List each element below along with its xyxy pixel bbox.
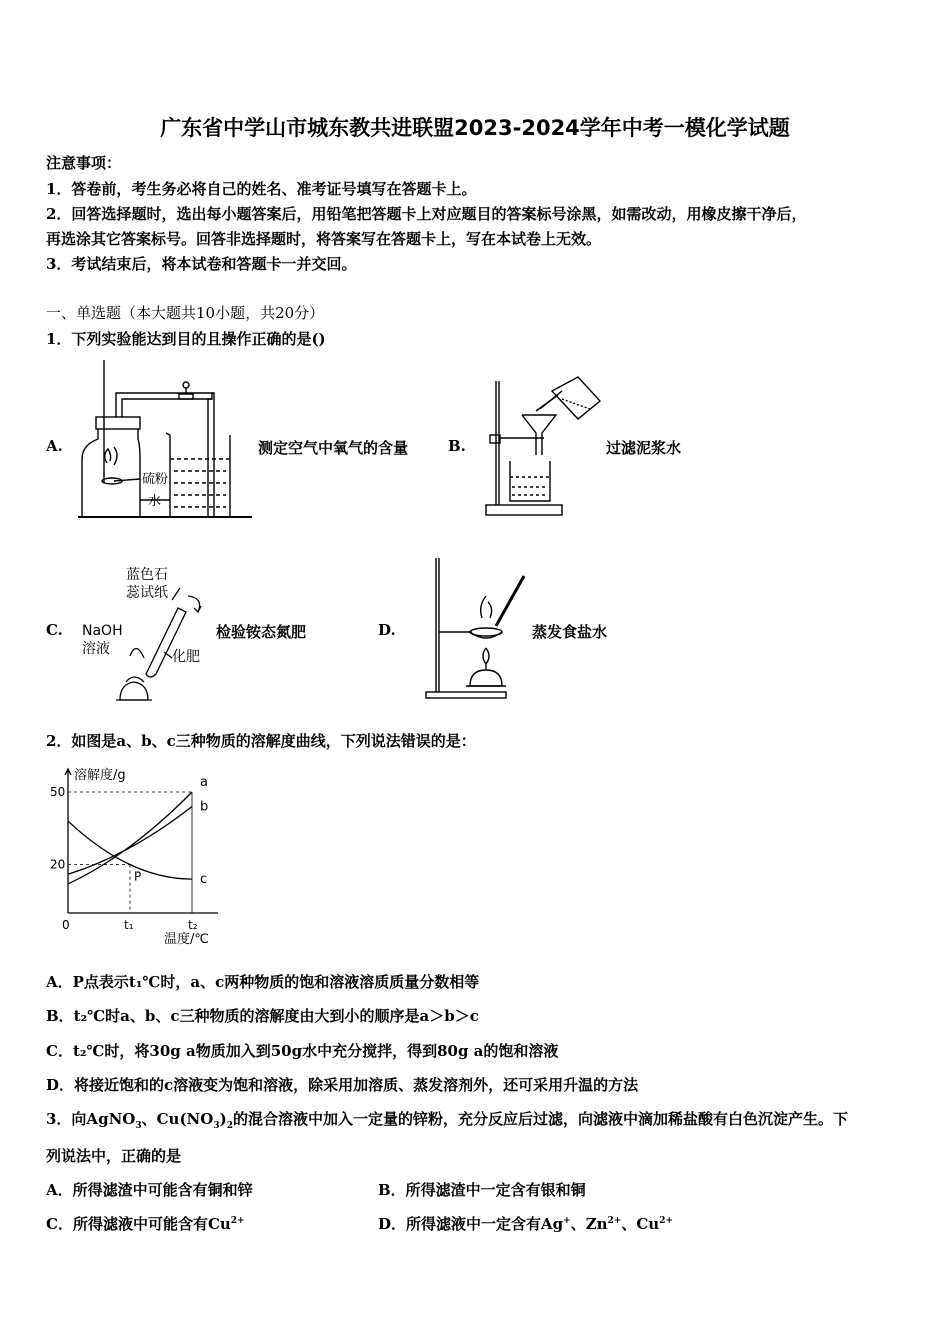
q1-option-b-text: 过滤泥浆水: [606, 439, 682, 457]
notice-item: 3．考试结束后，将本试卷和答题卡一并交回。: [46, 255, 357, 273]
q3-option-c: C．所得滤液中可能含有$Cu^{2+}$: [46, 1215, 245, 1233]
question-3-stem-line2: 列说法中，正确的是: [46, 1147, 182, 1165]
label-naoh-1: NaOH: [82, 623, 123, 639]
x-tick-label: 0: [62, 918, 70, 932]
q1-option-a-letter: A.: [46, 437, 63, 455]
notice-item: 2．回答选择题时，选出每小题答案后，用铅笔把答题卡上对应题目的答案标号涂黑，如需改动，用橡皮擦干净后，: [46, 205, 807, 223]
notice-item: 再选涂其它答案标号。回答非选择题时，将答案写在答题卡上，写在本试卷上无效。: [46, 230, 602, 248]
curve-label-a: a: [200, 775, 208, 790]
section-heading: 一、单选题（本大题共10小题，共20分）: [46, 304, 325, 322]
q1-option-b-letter: B.: [448, 437, 466, 455]
q3-option-d: D．所得滤液中一定含有Ag+、$Zn^{2+}$、$Cu^{2+}$: [378, 1215, 674, 1233]
y-tick-label: 20: [50, 857, 66, 872]
q1-option-c-letter: C.: [46, 621, 63, 639]
filtration-apparatus-figure: [482, 373, 604, 519]
x-tick-label: t₂: [188, 918, 198, 932]
q2-option-d: D．将接近饱和的c溶液变为饱和溶液，除采用加溶质、蒸发溶剂外，还可采用升温的方法: [46, 1076, 639, 1094]
notice-item: 1．答卷前，考生务必将自己的姓名、准考证号填写在答题卡上。: [46, 180, 477, 198]
curve-label-c: c: [200, 872, 208, 888]
page-title: 广东省中学山市城东教共进联盟2023-2024学年中考一模化学试题: [160, 116, 790, 140]
evaporation-apparatus-figure: [420, 552, 530, 702]
question-3-stem: 3．向AgNO$_3$、$Cu(NO_3)_2$的混合溶液中加入一定量的锌粉，充分反应后过滤，向滤液中滴加稀盐酸有白色沉淀产生。下: [46, 1110, 848, 1131]
label-blue-litmus-2: 蕊试纸: [126, 585, 168, 601]
curve-c: [68, 821, 192, 879]
x-tick-label: t₁: [124, 918, 134, 932]
curve-label-b: b: [200, 799, 209, 815]
question-2-stem: 2．如图是a、b、c三种物质的溶解度曲线，下列说法错误的是：: [46, 732, 476, 750]
label-sulfur-powder: 硫粉: [142, 472, 169, 487]
ammonium-test-apparatus-figure: [80, 560, 215, 710]
oxygen-measurement-apparatus-figure: [74, 355, 259, 525]
q3-option-b: B．所得滤渣中一定含有银和铜: [378, 1181, 586, 1199]
label-fertilizer: 化肥: [172, 649, 200, 665]
solubility-curve-chart: [40, 765, 230, 945]
x-axis-label: 温度/℃: [164, 932, 209, 947]
q1-option-c-text: 检验铵态氮肥: [216, 623, 307, 641]
y-tick-label: 50: [50, 785, 66, 799]
q2-option-b: B．t₂℃时a、b、c三种物质的溶解度由大到小的顺序是a＞b＞c: [46, 1007, 479, 1025]
q1-option-d-text: 蒸发食盐水: [532, 623, 608, 641]
q2-option-a: A．P点表示t₁℃时，a、c两种物质的饱和溶液溶质质量分数相等: [46, 973, 480, 991]
question-1-stem: 1．下列实验能达到目的且操作正确的是(): [46, 330, 326, 348]
label-naoh-2: 溶液: [82, 641, 110, 657]
label-blue-litmus-1: 蓝色石: [126, 567, 168, 583]
q1-option-d-letter: D.: [378, 621, 396, 639]
point-p-label: P: [134, 869, 142, 884]
q3-option-a: A．所得滤渣中可能含有铜和锌: [46, 1181, 253, 1199]
label-water: 水: [148, 494, 162, 509]
notice-heading: 注意事项：: [46, 154, 122, 172]
q1-option-a-text: 测定空气中氧气的含量: [258, 439, 409, 457]
q2-option-c: C．t₂℃时，将30g a物质加入到50g水中充分搅拌，得到80g a的饱和溶液: [46, 1042, 559, 1060]
y-axis-label: 溶解度/g: [74, 768, 126, 783]
